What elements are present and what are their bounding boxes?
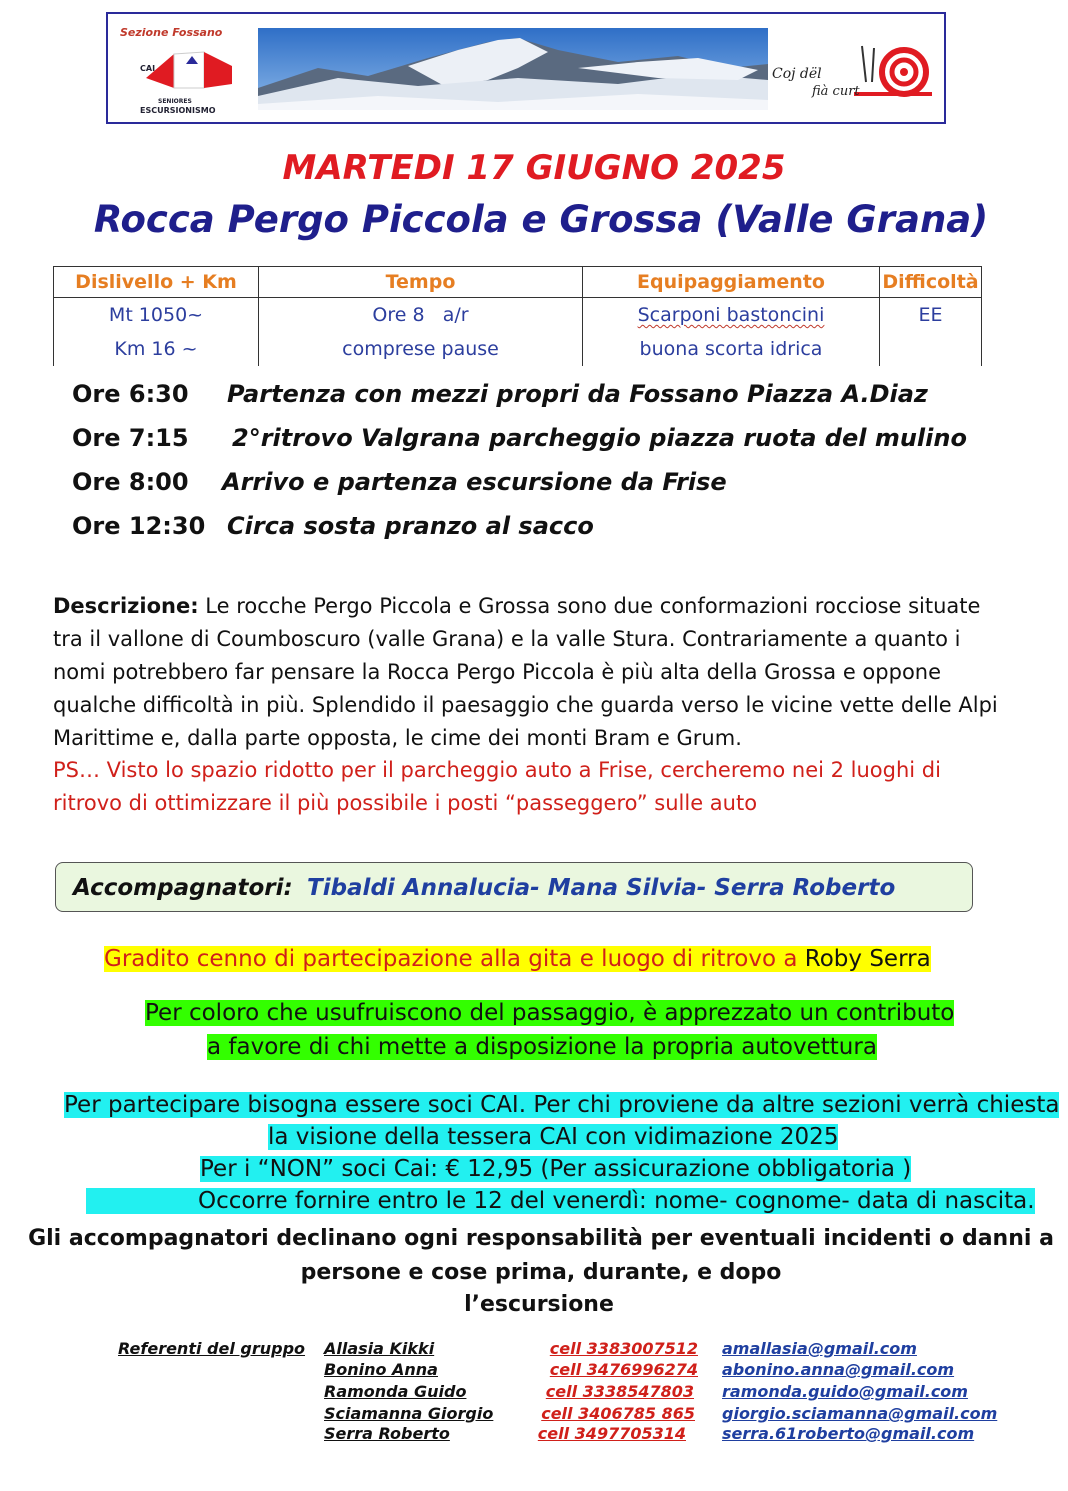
cell-difficolta xyxy=(880,298,982,367)
referent-email[interactable]: abonino.anna@gmail.com xyxy=(722,1360,955,1379)
cai-fossano-logo xyxy=(116,24,246,114)
section-label: Sezione Fossano xyxy=(120,26,223,39)
accompagnatori-names: Tibaldi Annalucia- Mana Silvia- Serra Roberto xyxy=(307,875,896,901)
ps-note xyxy=(53,754,1038,820)
schedule-text: Partenza con mezzi propri da Fossano Piazza A.Diaz xyxy=(227,380,928,408)
referent-name: Ramonda Guido xyxy=(324,1382,467,1401)
membership-line: la visione della tessera CAI con vidimazione 2025 xyxy=(268,1124,839,1150)
cai-label: CAI xyxy=(140,64,156,73)
seniores-label: SENIORES xyxy=(158,98,192,105)
participation-text: Gradito cenno di partecipazione alla gita e luogo di ritrovo a xyxy=(104,946,805,972)
event-date: MARTEDI 17 GIUGNO 2025 xyxy=(282,148,786,188)
cell-tempo xyxy=(259,298,583,367)
ps-line: ritrovo di ottimizzare il più possibile i posti “passeggero” sulle auto xyxy=(53,791,758,815)
difficulty-value: EE xyxy=(918,304,943,326)
referent-name: Allasia Kikki xyxy=(324,1339,435,1358)
referent-name: Sciamanna Giorgio xyxy=(324,1404,494,1423)
membership-fee-line: Per i “NON” soci Cai: € 12,95 (Per assicurazione obbligatoria ) xyxy=(200,1156,912,1182)
description-line: nomi potrebbero far pensare la Rocca Pergo Piccola è più alta della Grossa e oppone xyxy=(53,660,942,684)
referent-phone[interactable]: cell 3383007512 xyxy=(549,1339,698,1358)
referent-phone[interactable]: cell 3406785 865 xyxy=(541,1404,695,1423)
referent-name: Serra Roberto xyxy=(324,1424,450,1443)
dislivello-value: Mt 1050~ xyxy=(108,304,204,326)
schedule-text: Arrivo e partenza escursione da Frise xyxy=(222,468,727,496)
coj-del-fia-curt-logo xyxy=(768,40,938,100)
tempo-note: comprese pause xyxy=(342,338,499,360)
description-line: Le rocche Pergo Piccola e Grossa sono due conformazioni rocciose situate xyxy=(198,594,981,618)
schedule-time: Ore 6:30 xyxy=(72,380,189,408)
referents-label: Referenti del gruppo xyxy=(118,1339,306,1358)
snail-icon xyxy=(852,42,936,98)
header-tempo: Tempo xyxy=(259,267,583,298)
logo-text-line2: fià curt xyxy=(812,84,860,99)
schedule-text: 2°ritrovo Valgrana parcheggio piazza ruota del mulino xyxy=(232,424,967,452)
referent-name: Bonino Anna xyxy=(324,1360,438,1379)
description-line: qualche difficoltà in più. Splendido il paesaggio che guarda verso le vicine vette delle Alpi xyxy=(53,693,998,717)
disclaimer-line: l’escursione xyxy=(464,1292,614,1317)
logo-text-line1: Coj dël xyxy=(772,66,822,82)
referent-email[interactable]: amallasia@gmail.com xyxy=(722,1339,917,1358)
referent-phone[interactable]: cell 3476996274 xyxy=(549,1360,698,1379)
contribution-line: Per coloro che usufruiscono del passaggio, è apprezzato un contributo xyxy=(145,1000,955,1026)
referent-phone[interactable]: cell 3338547803 xyxy=(545,1382,694,1401)
info-table xyxy=(53,266,982,366)
membership-line: Per partecipare bisogna essere soci CAI. Per chi proviene da altre sezioni verrà chiesta xyxy=(64,1092,1060,1118)
equipment-note: buona scorta idrica xyxy=(639,338,823,360)
header-difficolta: Difficoltà xyxy=(880,267,982,298)
km-value: Km 16 ~ xyxy=(114,338,198,360)
header-banner xyxy=(106,12,946,124)
ps-line: PS… Visto lo spazio ridotto per il parcheggio auto a Frise, cercheremo nei 2 luoghi di xyxy=(53,758,941,782)
referent-phone[interactable]: cell 3497705314 xyxy=(537,1424,686,1443)
referent-email[interactable]: serra.61roberto@gmail.com xyxy=(722,1424,975,1443)
description-label: Descrizione: xyxy=(53,594,199,618)
schedule-time: Ore 12:30 xyxy=(72,512,206,540)
schedule-time: Ore 7:15 xyxy=(72,424,189,452)
participation-notice xyxy=(104,946,931,972)
participation-contact: Roby Serra xyxy=(804,946,931,972)
disclaimer-line: persone e cose prima, durante, e dopo xyxy=(300,1260,782,1285)
accompagnatori-label: Accompagnatori: xyxy=(73,875,293,901)
referent-email[interactable]: giorgio.sciamanna@gmail.com xyxy=(722,1404,998,1423)
header-equipaggiamento: Equipaggiamento xyxy=(583,267,880,298)
schedule-time: Ore 8:00 xyxy=(72,468,189,496)
disclaimer-line: Gli accompagnatori declinano ogni responsabilità per eventuali incidenti o danni a xyxy=(28,1226,1054,1251)
event-title: Rocca Pergo Piccola e Grossa (Valle Grana) xyxy=(93,198,989,241)
contribution-line: a favore di chi mette a disposizione la propria autovettura xyxy=(207,1034,877,1060)
equipment-value: Scarponi bastoncini xyxy=(637,304,825,326)
cell-dislivello xyxy=(54,298,259,367)
cell-equipaggiamento xyxy=(583,298,880,367)
description xyxy=(53,590,1038,755)
escursionismo-label: ESCURSIONISMO xyxy=(140,106,216,115)
tempo-value: Ore 8 a/r xyxy=(372,304,469,326)
membership-line: Occorre fornire entro le 12 del venerdì: nome- cognome- data di nascita. xyxy=(86,1188,1035,1214)
accompagnatori-box xyxy=(55,862,973,912)
mountain-photo xyxy=(258,28,768,110)
cai-flag-icon xyxy=(146,48,232,92)
schedule-text: Circa sosta pranzo al sacco xyxy=(227,512,594,540)
description-line: Marittime e, dalla parte opposta, le cime dei monti Bram e Grum. xyxy=(53,726,742,750)
description-line: tra il vallone di Coumboscuro (valle Grana) e la valle Stura. Contrariamente a quanto i xyxy=(53,627,961,651)
referent-email[interactable]: ramonda.guido@gmail.com xyxy=(722,1382,968,1401)
header-dislivello: Dislivello + Km xyxy=(54,267,259,298)
